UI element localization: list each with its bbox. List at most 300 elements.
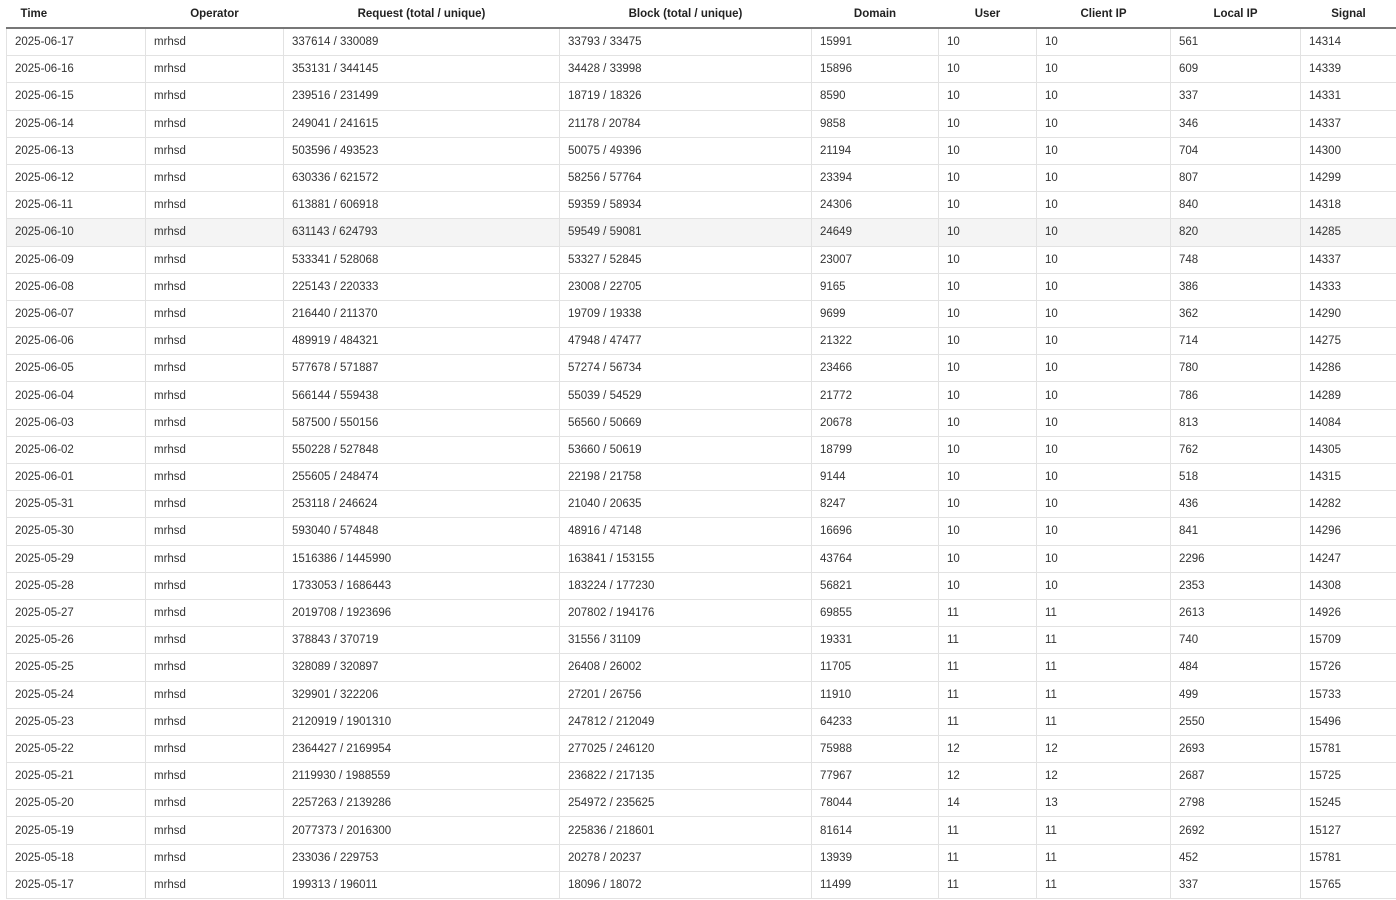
cell-client-ip: 10 [1037, 464, 1171, 491]
cell-client-ip: 10 [1037, 137, 1171, 164]
cell-signal: 14286 [1301, 355, 1396, 382]
cell-request: 2119930 / 1988559 [284, 763, 560, 790]
cell-operator: mrhsd [146, 219, 284, 246]
cell-operator: mrhsd [146, 110, 284, 137]
cell-client-ip: 12 [1037, 735, 1171, 762]
cell-operator: mrhsd [146, 137, 284, 164]
cell-user: 10 [939, 545, 1037, 572]
cell-operator: mrhsd [146, 409, 284, 436]
cell-request: 337614 / 330089 [284, 28, 560, 56]
cell-user: 14 [939, 790, 1037, 817]
table-row[interactable] [7, 110, 1396, 137]
table-row[interactable] [7, 464, 1396, 491]
cell-local-ip: 362 [1171, 300, 1301, 327]
cell-local-ip: 2692 [1171, 817, 1301, 844]
cell-user: 10 [939, 409, 1037, 436]
cell-operator: mrhsd [146, 681, 284, 708]
cell-domain: 69855 [812, 599, 939, 626]
cell-request: 631143 / 624793 [284, 219, 560, 246]
table-header [7, 0, 1396, 28]
stats-table [6, 0, 1396, 899]
cell-time: 2025-05-23 [7, 708, 146, 735]
cell-user: 10 [939, 246, 1037, 273]
cell-operator: mrhsd [146, 192, 284, 219]
table-row[interactable] [7, 355, 1396, 382]
cell-domain: 21194 [812, 137, 939, 164]
cell-domain: 16696 [812, 518, 939, 545]
cell-signal: 14314 [1301, 28, 1396, 56]
cell-signal: 14299 [1301, 164, 1396, 191]
cell-block: 59359 / 58934 [560, 192, 812, 219]
cell-request: 613881 / 606918 [284, 192, 560, 219]
cell-user: 10 [939, 436, 1037, 463]
cell-domain: 24306 [812, 192, 939, 219]
cell-request: 328089 / 320897 [284, 654, 560, 681]
cell-local-ip: 2296 [1171, 545, 1301, 572]
cell-client-ip: 11 [1037, 627, 1171, 654]
cell-time: 2025-05-20 [7, 790, 146, 817]
cell-client-ip: 10 [1037, 436, 1171, 463]
column-header-operator[interactable]: Operator [146, 0, 284, 28]
cell-signal: 14285 [1301, 219, 1396, 246]
cell-time: 2025-05-24 [7, 681, 146, 708]
table-row[interactable] [7, 735, 1396, 762]
cell-local-ip: 2693 [1171, 735, 1301, 762]
cell-request: 2257263 / 2139286 [284, 790, 560, 817]
cell-request: 587500 / 550156 [284, 409, 560, 436]
cell-block: 23008 / 22705 [560, 273, 812, 300]
cell-request: 225143 / 220333 [284, 273, 560, 300]
cell-time: 2025-06-09 [7, 246, 146, 273]
cell-user: 10 [939, 464, 1037, 491]
table-row[interactable] [7, 273, 1396, 300]
cell-block: 26408 / 26002 [560, 654, 812, 681]
cell-domain: 9165 [812, 273, 939, 300]
cell-local-ip: 780 [1171, 355, 1301, 382]
cell-local-ip: 841 [1171, 518, 1301, 545]
cell-local-ip: 786 [1171, 382, 1301, 409]
cell-domain: 9699 [812, 300, 939, 327]
header-row [7, 0, 1396, 28]
cell-block: 21040 / 20635 [560, 491, 812, 518]
cell-client-ip: 11 [1037, 871, 1171, 898]
cell-request: 489919 / 484321 [284, 328, 560, 355]
table-row[interactable] [7, 164, 1396, 191]
cell-operator: mrhsd [146, 518, 284, 545]
cell-block: 47948 / 47477 [560, 328, 812, 355]
cell-block: 53660 / 50619 [560, 436, 812, 463]
cell-block: 18719 / 18326 [560, 83, 812, 110]
cell-block: 207802 / 194176 [560, 599, 812, 626]
cell-client-ip: 10 [1037, 219, 1171, 246]
cell-user: 11 [939, 654, 1037, 681]
cell-operator: mrhsd [146, 164, 284, 191]
cell-domain: 8247 [812, 491, 939, 518]
cell-block: 18096 / 18072 [560, 871, 812, 898]
cell-user: 10 [939, 192, 1037, 219]
cell-block: 53327 / 52845 [560, 246, 812, 273]
cell-block: 33793 / 33475 [560, 28, 812, 56]
cell-domain: 21772 [812, 382, 939, 409]
cell-domain: 15991 [812, 28, 939, 56]
cell-user: 10 [939, 137, 1037, 164]
cell-operator: mrhsd [146, 790, 284, 817]
cell-user: 11 [939, 708, 1037, 735]
cell-time: 2025-06-04 [7, 382, 146, 409]
cell-time: 2025-06-10 [7, 219, 146, 246]
table-row[interactable] [7, 871, 1396, 898]
cell-request: 255605 / 248474 [284, 464, 560, 491]
cell-operator: mrhsd [146, 735, 284, 762]
cell-operator: mrhsd [146, 627, 284, 654]
cell-local-ip: 499 [1171, 681, 1301, 708]
cell-domain: 81614 [812, 817, 939, 844]
cell-user: 10 [939, 572, 1037, 599]
table-body [7, 28, 1396, 899]
cell-domain: 8590 [812, 83, 939, 110]
table-row[interactable] [7, 219, 1396, 246]
cell-client-ip: 12 [1037, 763, 1171, 790]
cell-block: 59549 / 59081 [560, 219, 812, 246]
cell-block: 48916 / 47148 [560, 518, 812, 545]
cell-operator: mrhsd [146, 871, 284, 898]
cell-client-ip: 10 [1037, 491, 1171, 518]
cell-signal: 14333 [1301, 273, 1396, 300]
cell-time: 2025-06-13 [7, 137, 146, 164]
cell-user: 10 [939, 83, 1037, 110]
cell-time: 2025-06-14 [7, 110, 146, 137]
cell-user: 11 [939, 871, 1037, 898]
cell-domain: 19331 [812, 627, 939, 654]
table-row[interactable] [7, 409, 1396, 436]
cell-request: 1516386 / 1445990 [284, 545, 560, 572]
cell-domain: 11910 [812, 681, 939, 708]
cell-time: 2025-06-01 [7, 464, 146, 491]
cell-user: 10 [939, 110, 1037, 137]
cell-block: 21178 / 20784 [560, 110, 812, 137]
cell-client-ip: 11 [1037, 654, 1171, 681]
cell-user: 10 [939, 355, 1037, 382]
cell-user: 10 [939, 328, 1037, 355]
cell-operator: mrhsd [146, 708, 284, 735]
cell-domain: 24649 [812, 219, 939, 246]
cell-signal: 15709 [1301, 627, 1396, 654]
cell-operator: mrhsd [146, 83, 284, 110]
table-row[interactable] [7, 491, 1396, 518]
cell-time: 2025-05-30 [7, 518, 146, 545]
cell-block: 34428 / 33998 [560, 56, 812, 83]
cell-domain: 23007 [812, 246, 939, 273]
cell-user: 10 [939, 28, 1037, 56]
cell-request: 533341 / 528068 [284, 246, 560, 273]
cell-client-ip: 10 [1037, 273, 1171, 300]
cell-operator: mrhsd [146, 28, 284, 56]
cell-client-ip: 10 [1037, 56, 1171, 83]
cell-block: 22198 / 21758 [560, 464, 812, 491]
table-row[interactable] [7, 246, 1396, 273]
column-header-block[interactable]: Block (total / unique) [560, 0, 812, 28]
cell-signal: 14289 [1301, 382, 1396, 409]
cell-time: 2025-05-21 [7, 763, 146, 790]
cell-operator: mrhsd [146, 382, 284, 409]
cell-operator: mrhsd [146, 654, 284, 681]
cell-user: 10 [939, 491, 1037, 518]
cell-signal: 14282 [1301, 491, 1396, 518]
table-row[interactable] [7, 763, 1396, 790]
cell-user: 10 [939, 219, 1037, 246]
cell-client-ip: 10 [1037, 328, 1171, 355]
cell-block: 20278 / 20237 [560, 844, 812, 871]
cell-signal: 14337 [1301, 246, 1396, 273]
cell-signal: 15726 [1301, 654, 1396, 681]
column-header-signal[interactable]: Signal [1301, 0, 1396, 28]
cell-user: 10 [939, 56, 1037, 83]
cell-block: 247812 / 212049 [560, 708, 812, 735]
cell-request: 199313 / 196011 [284, 871, 560, 898]
cell-block: 19709 / 19338 [560, 300, 812, 327]
cell-user: 10 [939, 518, 1037, 545]
table-row[interactable] [7, 545, 1396, 572]
cell-local-ip: 2798 [1171, 790, 1301, 817]
cell-operator: mrhsd [146, 56, 284, 83]
table-row[interactable] [7, 83, 1396, 110]
cell-signal: 15725 [1301, 763, 1396, 790]
cell-domain: 77967 [812, 763, 939, 790]
cell-client-ip: 10 [1037, 28, 1171, 56]
cell-local-ip: 484 [1171, 654, 1301, 681]
cell-local-ip: 748 [1171, 246, 1301, 273]
cell-time: 2025-05-28 [7, 572, 146, 599]
table-row[interactable] [7, 708, 1396, 735]
table-row[interactable] [7, 56, 1396, 83]
cell-client-ip: 10 [1037, 409, 1171, 436]
cell-operator: mrhsd [146, 572, 284, 599]
cell-local-ip: 2687 [1171, 763, 1301, 790]
cell-user: 11 [939, 627, 1037, 654]
cell-time: 2025-05-26 [7, 627, 146, 654]
cell-time: 2025-06-16 [7, 56, 146, 83]
cell-signal: 14337 [1301, 110, 1396, 137]
stats-table-container [6, 0, 1396, 899]
cell-local-ip: 346 [1171, 110, 1301, 137]
cell-signal: 14247 [1301, 545, 1396, 572]
column-header-client-ip[interactable]: Client IP [1037, 0, 1171, 28]
cell-client-ip: 11 [1037, 681, 1171, 708]
table-row[interactable] [7, 328, 1396, 355]
cell-time: 2025-05-25 [7, 654, 146, 681]
cell-request: 577678 / 571887 [284, 355, 560, 382]
cell-signal: 15127 [1301, 817, 1396, 844]
cell-signal: 14315 [1301, 464, 1396, 491]
cell-domain: 64233 [812, 708, 939, 735]
cell-user: 12 [939, 763, 1037, 790]
cell-signal: 15733 [1301, 681, 1396, 708]
cell-client-ip: 10 [1037, 83, 1171, 110]
cell-local-ip: 840 [1171, 192, 1301, 219]
column-header-user[interactable]: User [939, 0, 1037, 28]
table-row[interactable] [7, 436, 1396, 463]
cell-time: 2025-06-02 [7, 436, 146, 463]
table-row[interactable] [7, 817, 1396, 844]
cell-local-ip: 452 [1171, 844, 1301, 871]
cell-time: 2025-06-15 [7, 83, 146, 110]
cell-block: 225836 / 218601 [560, 817, 812, 844]
cell-client-ip: 10 [1037, 518, 1171, 545]
cell-block: 57274 / 56734 [560, 355, 812, 382]
cell-user: 11 [939, 681, 1037, 708]
cell-operator: mrhsd [146, 763, 284, 790]
cell-time: 2025-06-11 [7, 192, 146, 219]
cell-request: 2364427 / 2169954 [284, 735, 560, 762]
cell-time: 2025-05-17 [7, 871, 146, 898]
cell-request: 503596 / 493523 [284, 137, 560, 164]
cell-request: 253118 / 246624 [284, 491, 560, 518]
cell-client-ip: 10 [1037, 192, 1171, 219]
cell-client-ip: 10 [1037, 355, 1171, 382]
cell-domain: 78044 [812, 790, 939, 817]
cell-signal: 15781 [1301, 844, 1396, 871]
table-row[interactable] [7, 300, 1396, 327]
table-row[interactable] [7, 790, 1396, 817]
cell-local-ip: 740 [1171, 627, 1301, 654]
cell-signal: 15496 [1301, 708, 1396, 735]
cell-local-ip: 762 [1171, 436, 1301, 463]
table-row[interactable] [7, 681, 1396, 708]
cell-signal: 15245 [1301, 790, 1396, 817]
cell-user: 10 [939, 300, 1037, 327]
cell-signal: 14275 [1301, 328, 1396, 355]
cell-domain: 11499 [812, 871, 939, 898]
cell-client-ip: 11 [1037, 844, 1171, 871]
cell-local-ip: 609 [1171, 56, 1301, 83]
cell-signal: 14305 [1301, 436, 1396, 463]
cell-time: 2025-06-08 [7, 273, 146, 300]
cell-local-ip: 807 [1171, 164, 1301, 191]
cell-local-ip: 337 [1171, 83, 1301, 110]
cell-block: 55039 / 54529 [560, 382, 812, 409]
column-header-request[interactable]: Request (total / unique) [284, 0, 560, 28]
cell-time: 2025-05-22 [7, 735, 146, 762]
cell-time: 2025-06-03 [7, 409, 146, 436]
cell-time: 2025-05-27 [7, 599, 146, 626]
table-row[interactable] [7, 137, 1396, 164]
cell-local-ip: 386 [1171, 273, 1301, 300]
cell-signal: 14331 [1301, 83, 1396, 110]
column-header-local-ip[interactable]: Local IP [1171, 0, 1301, 28]
cell-domain: 56821 [812, 572, 939, 599]
table-row[interactable] [7, 844, 1396, 871]
cell-domain: 21322 [812, 328, 939, 355]
cell-request: 216440 / 211370 [284, 300, 560, 327]
table-row[interactable] [7, 572, 1396, 599]
cell-request: 239516 / 231499 [284, 83, 560, 110]
cell-block: 56560 / 50669 [560, 409, 812, 436]
cell-domain: 11705 [812, 654, 939, 681]
table-row[interactable] [7, 28, 1396, 56]
cell-request: 329901 / 322206 [284, 681, 560, 708]
cell-time: 2025-06-07 [7, 300, 146, 327]
cell-block: 31556 / 31109 [560, 627, 812, 654]
cell-domain: 75988 [812, 735, 939, 762]
cell-time: 2025-06-12 [7, 164, 146, 191]
cell-time: 2025-05-29 [7, 545, 146, 572]
cell-request: 1733053 / 1686443 [284, 572, 560, 599]
cell-signal: 14084 [1301, 409, 1396, 436]
cell-client-ip: 10 [1037, 545, 1171, 572]
cell-client-ip: 10 [1037, 300, 1171, 327]
cell-local-ip: 561 [1171, 28, 1301, 56]
cell-signal: 14318 [1301, 192, 1396, 219]
cell-user: 10 [939, 164, 1037, 191]
cell-user: 11 [939, 817, 1037, 844]
table-row[interactable] [7, 382, 1396, 409]
cell-client-ip: 11 [1037, 817, 1171, 844]
cell-domain: 9144 [812, 464, 939, 491]
cell-time: 2025-05-18 [7, 844, 146, 871]
cell-request: 2077373 / 2016300 [284, 817, 560, 844]
cell-domain: 15896 [812, 56, 939, 83]
table-row[interactable] [7, 627, 1396, 654]
cell-block: 58256 / 57764 [560, 164, 812, 191]
cell-client-ip: 11 [1037, 708, 1171, 735]
cell-time: 2025-05-19 [7, 817, 146, 844]
cell-operator: mrhsd [146, 545, 284, 572]
cell-operator: mrhsd [146, 355, 284, 382]
cell-local-ip: 337 [1171, 871, 1301, 898]
table-row[interactable] [7, 599, 1396, 626]
cell-domain: 20678 [812, 409, 939, 436]
cell-signal: 14308 [1301, 572, 1396, 599]
cell-time: 2025-05-31 [7, 491, 146, 518]
cell-domain: 13939 [812, 844, 939, 871]
column-header-time[interactable]: Time [7, 0, 146, 28]
cell-block: 50075 / 49396 [560, 137, 812, 164]
cell-request: 593040 / 574848 [284, 518, 560, 545]
cell-local-ip: 820 [1171, 219, 1301, 246]
cell-request: 233036 / 229753 [284, 844, 560, 871]
table-row[interactable] [7, 654, 1396, 681]
cell-local-ip: 2550 [1171, 708, 1301, 735]
cell-signal: 15781 [1301, 735, 1396, 762]
cell-block: 27201 / 26756 [560, 681, 812, 708]
cell-signal: 14290 [1301, 300, 1396, 327]
cell-domain: 43764 [812, 545, 939, 572]
cell-local-ip: 518 [1171, 464, 1301, 491]
cell-client-ip: 13 [1037, 790, 1171, 817]
cell-client-ip: 10 [1037, 382, 1171, 409]
column-header-domain[interactable]: Domain [812, 0, 939, 28]
cell-block: 254972 / 235625 [560, 790, 812, 817]
cell-local-ip: 704 [1171, 137, 1301, 164]
cell-block: 236822 / 217135 [560, 763, 812, 790]
cell-domain: 23466 [812, 355, 939, 382]
cell-operator: mrhsd [146, 491, 284, 518]
cell-local-ip: 714 [1171, 328, 1301, 355]
cell-user: 10 [939, 382, 1037, 409]
cell-request: 550228 / 527848 [284, 436, 560, 463]
cell-operator: mrhsd [146, 300, 284, 327]
table-row[interactable] [7, 518, 1396, 545]
cell-signal: 14926 [1301, 599, 1396, 626]
table-row[interactable] [7, 192, 1396, 219]
cell-client-ip: 10 [1037, 572, 1171, 599]
cell-domain: 23394 [812, 164, 939, 191]
cell-signal: 15765 [1301, 871, 1396, 898]
cell-request: 378843 / 370719 [284, 627, 560, 654]
cell-operator: mrhsd [146, 273, 284, 300]
cell-local-ip: 436 [1171, 491, 1301, 518]
cell-user: 11 [939, 599, 1037, 626]
